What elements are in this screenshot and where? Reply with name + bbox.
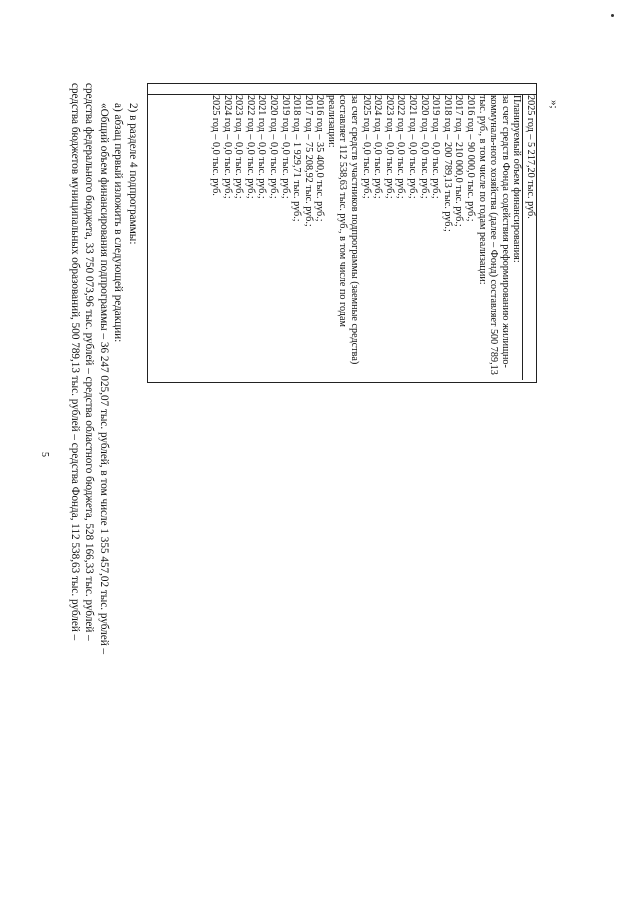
fund-year-item: 2017 год – 210 000,0 тыс. руб.; [453, 95, 465, 227]
participants-year-item: 2020 год – 0,0 тыс. руб.; [267, 95, 279, 199]
participants-year-item: 2022 год – 0,0 тыс. руб.; [244, 95, 256, 199]
fund-years-list [360, 95, 476, 380]
fund-year-item: 2023 год – 0,0 тыс. руб.; [383, 95, 395, 199]
fund-year-item: 2019 год – 0,0 тыс. руб.; [430, 95, 442, 199]
body-text [68, 83, 141, 823]
fund-year-item: 2020 год – 0,0 тыс. руб.; [418, 95, 430, 199]
fund-text: за счет средств Фонда содействия реформированию жилищно-коммуналь-ного хозяйства (далее – Фонд) составляет 500 789,13 тыс. руб., в том числе по годам реализации: [476, 95, 511, 375]
participants-year-item: 2024 год – 0,0 тыс. руб.; [221, 95, 233, 199]
fund-year-item: 2024 год – 0,0 тыс. руб.; [372, 95, 384, 199]
fund-year-item: 2018 год – 200 789,13 тыс. руб.; [441, 95, 453, 232]
participants-year-item: 2017 год – 75 208,92 тыс. руб.; [302, 95, 314, 227]
participants-year-item: 2019 год – 0,0 тыс. руб.; [279, 95, 291, 199]
participants-text: за счет средств участников подпрограммы (заемные средства) составляет 112 538,63 тыс. руб., в том числе по годам реализации: [325, 95, 361, 365]
fund-year-item: 2021 год – 0,0 тыс. руб.; [407, 95, 419, 199]
body-line-3: «Общий объем финансирования подпрограммы – 36 247 025,07 тыс. рублей, в том числе 1 355 457,02 тыс. рублей – [98, 103, 110, 655]
table-row-2025: 2025 год – 5 217,20 тыс. руб. [522, 95, 536, 380]
fund-year-item: 2016 год – 90 000,0 тыс. руб.; [465, 95, 477, 222]
participants-year-item: 2016 год – 35 400,0 тыс. руб.; [314, 95, 326, 222]
body-line-5: средства бюджетов муниципальных образований, 500 789,13 тыс. рублей – средства Фонда, 112 538,63 тыс. рублей – [69, 83, 81, 641]
body-line-1: 2) в разделе 4 подпрограммы: [127, 103, 139, 245]
body-line-2: а) абзац первый изложить в следующей редакции: [112, 103, 125, 343]
fund-year-item: 2022 год – 0,0 тыс. руб.; [395, 95, 407, 199]
closing-quote: »; [548, 100, 560, 109]
planned-header: Планируемый объем финансирования: [511, 95, 523, 263]
table-cell [148, 95, 536, 380]
participants-years-list [209, 95, 325, 380]
scan-dot [611, 14, 614, 17]
participants-year-item: 2021 год – 0,0 тыс. руб.; [256, 95, 268, 199]
body-line-4: средства федерального бюджета, 33 750 073,96 тыс. рублей – средства областного бюджета, 528 166,33 тыс. рублей – [83, 83, 96, 641]
financing-table [147, 83, 537, 383]
fund-year-item: 2025 год – 0,0 тыс. руб.; [360, 95, 372, 199]
table-left-column [148, 84, 536, 95]
participants-year-item: 2023 год – 0,0 тыс. руб.; [233, 95, 245, 199]
page-number: 5 [39, 452, 50, 457]
participants-year-item: 2025 год – 0,0 тыс. руб. [209, 95, 221, 196]
participants-year-item: 2018 год – 1 929,71 тыс. руб.; [291, 95, 303, 222]
